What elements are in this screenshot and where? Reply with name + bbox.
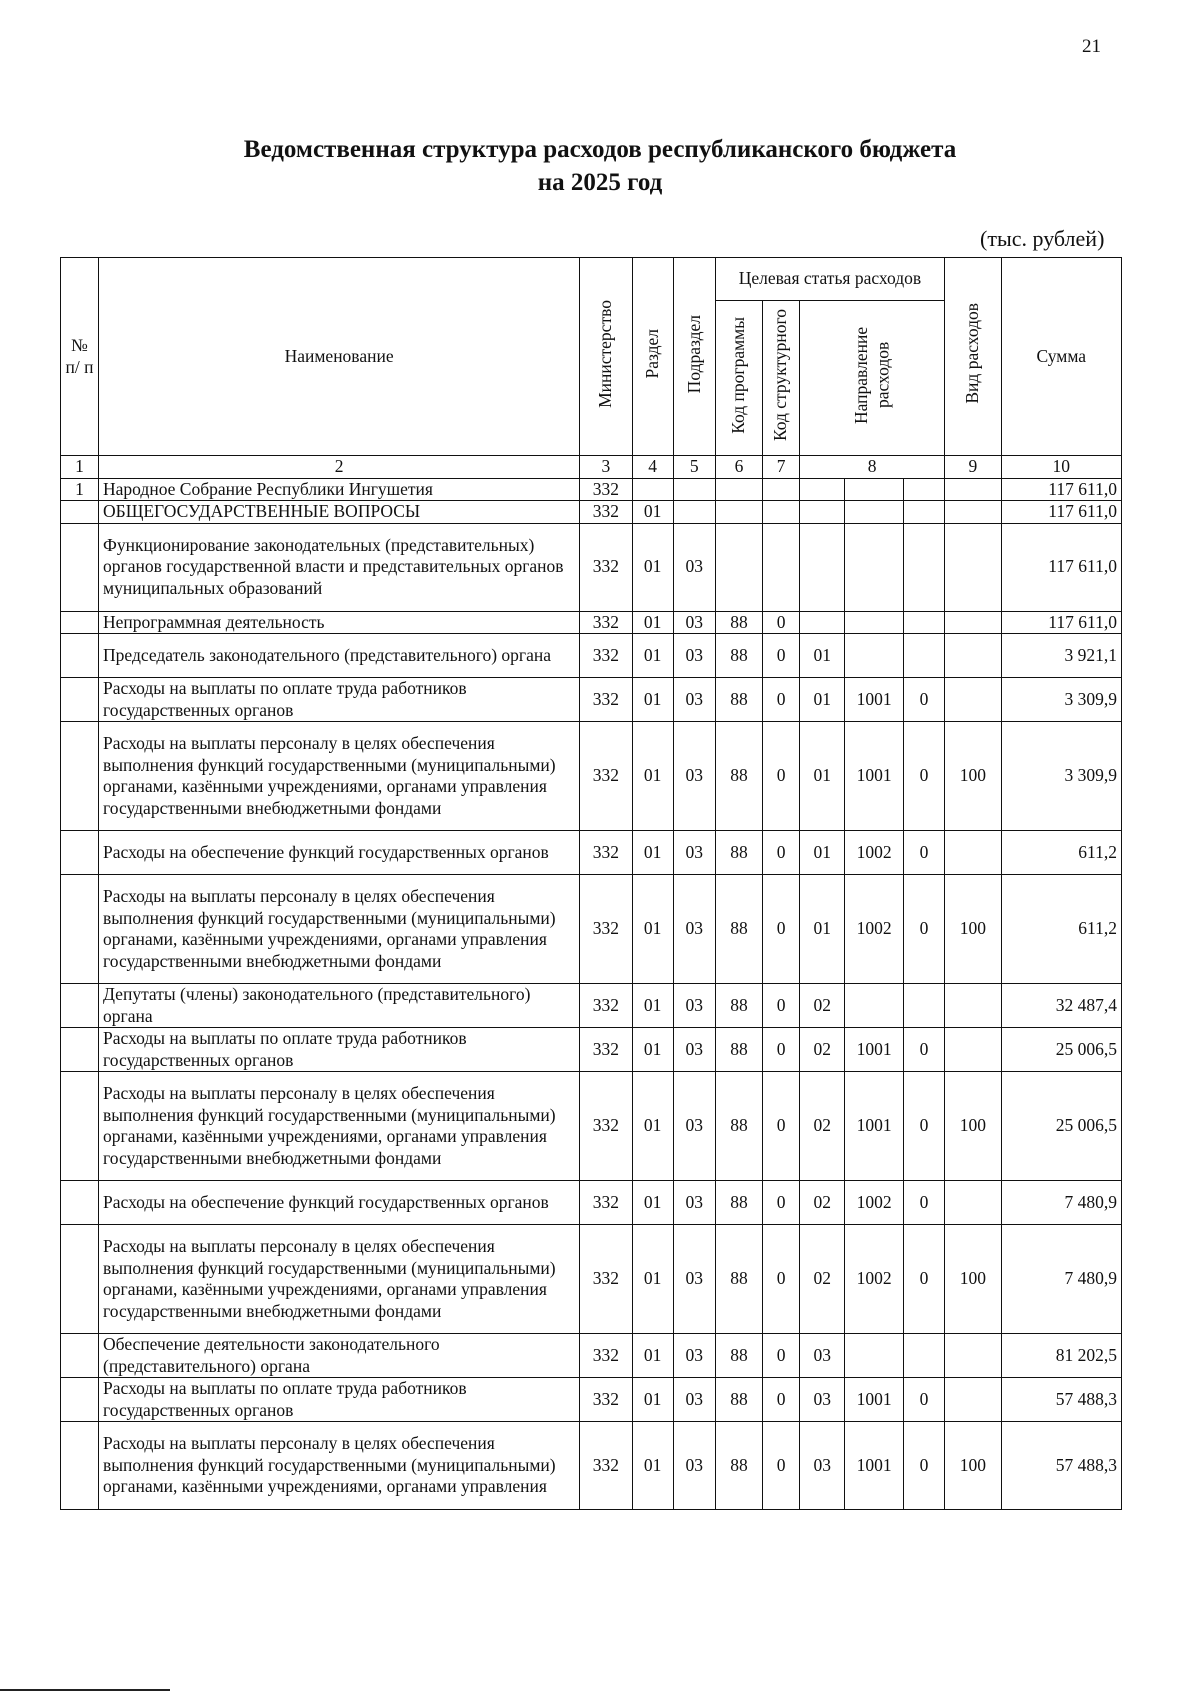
sum-value: 7 480,9 — [1001, 1181, 1121, 1225]
row-number — [61, 1334, 99, 1378]
sum-value: 3 309,9 — [1001, 678, 1121, 722]
direction-code-1: 02 — [800, 1072, 845, 1181]
section-code: 01 — [632, 1378, 673, 1422]
header-num: № п/ п — [61, 258, 99, 456]
section-code — [632, 478, 673, 501]
table-row — [61, 1225, 1122, 1334]
ministry-code: 332 — [580, 501, 632, 524]
direction-code-3 — [903, 984, 944, 1028]
direction-code-2 — [845, 1334, 904, 1378]
direction-code-3 — [903, 478, 944, 501]
ministry-code: 332 — [580, 984, 632, 1028]
header-structural-code: Код структурного — [763, 301, 800, 456]
header-program-code: Код программы — [715, 301, 762, 456]
expense-type-code — [945, 478, 1002, 501]
program-code — [715, 501, 762, 524]
table-row — [61, 678, 1122, 722]
row-number — [61, 1181, 99, 1225]
expense-type-code — [945, 611, 1002, 634]
row-name: Расходы на выплаты по оплате труда работников государственных органов — [99, 678, 580, 722]
row-number — [61, 984, 99, 1028]
direction-code-1 — [800, 523, 845, 611]
structural-code: 0 — [763, 1181, 800, 1225]
program-code: 88 — [715, 1378, 762, 1422]
table-row — [61, 634, 1122, 678]
sum-value: 32 487,4 — [1001, 984, 1121, 1028]
row-name: Обеспечение деятельности законодательного (представительного) органа — [99, 1334, 580, 1378]
subsection-code: 03 — [673, 523, 715, 611]
table-row — [61, 478, 1122, 501]
ministry-code: 332 — [580, 1422, 632, 1510]
row-number — [61, 1422, 99, 1510]
section-code: 01 — [632, 875, 673, 984]
ministry-code: 332 — [580, 611, 632, 634]
direction-code-3: 0 — [903, 1181, 944, 1225]
row-name: Расходы на выплаты персоналу в целях обеспечения выполнения функций государственными (муниципальными) органами, казёнными учреждениями, органами управления государственными внебюджетными фондами — [99, 1225, 580, 1334]
col-number: 5 — [673, 456, 715, 479]
subsection-code: 03 — [673, 611, 715, 634]
col-number: 3 — [580, 456, 632, 479]
row-name: Расходы на выплаты персоналу в целях обеспечения выполнения функций государственными (муниципальными) органами, казёнными учреждениями, органами управления государственными внебюджетными фондами — [99, 1072, 580, 1181]
row-number: 1 — [61, 478, 99, 501]
direction-code-1: 03 — [800, 1422, 845, 1510]
table-row — [61, 1422, 1122, 1510]
direction-code-2: 1001 — [845, 722, 904, 831]
expense-type-code — [945, 501, 1002, 524]
subsection-code: 03 — [673, 1378, 715, 1422]
section-code: 01 — [632, 1422, 673, 1510]
structural-code: 0 — [763, 634, 800, 678]
subsection-code: 03 — [673, 1072, 715, 1181]
table-row — [61, 1181, 1122, 1225]
sum-value: 81 202,5 — [1001, 1334, 1121, 1378]
program-code: 88 — [715, 1422, 762, 1510]
direction-code-3: 0 — [903, 875, 944, 984]
sum-value: 57 488,3 — [1001, 1378, 1121, 1422]
table-row — [61, 1072, 1122, 1181]
direction-code-1: 01 — [800, 875, 845, 984]
ministry-code: 332 — [580, 831, 632, 875]
sum-value: 611,2 — [1001, 831, 1121, 875]
direction-code-1 — [800, 478, 845, 501]
header-direction: Направление расходов — [800, 301, 945, 456]
row-name: Депутаты (члены) законодательного (представительного) органа — [99, 984, 580, 1028]
sum-value: 3 921,1 — [1001, 634, 1121, 678]
expense-type-code: 100 — [945, 1422, 1002, 1510]
direction-code-2: 1002 — [845, 1225, 904, 1334]
expense-type-code — [945, 1028, 1002, 1072]
subsection-code: 03 — [673, 678, 715, 722]
program-code: 88 — [715, 875, 762, 984]
direction-code-2: 1002 — [845, 1181, 904, 1225]
section-code: 01 — [632, 1072, 673, 1181]
ministry-code: 332 — [580, 1378, 632, 1422]
subsection-code: 03 — [673, 634, 715, 678]
direction-code-3 — [903, 634, 944, 678]
row-number — [61, 1225, 99, 1334]
program-code: 88 — [715, 984, 762, 1028]
program-code — [715, 478, 762, 501]
structural-code: 0 — [763, 984, 800, 1028]
direction-code-2: 1001 — [845, 678, 904, 722]
row-name: Народное Собрание Республики Ингушетия — [99, 478, 580, 501]
structural-code: 0 — [763, 611, 800, 634]
sum-value: 25 006,5 — [1001, 1028, 1121, 1072]
col-number: 6 — [715, 456, 762, 479]
program-code: 88 — [715, 1334, 762, 1378]
direction-code-1 — [800, 611, 845, 634]
direction-code-3 — [903, 523, 944, 611]
direction-code-1: 01 — [800, 722, 845, 831]
row-name: Расходы на выплаты персоналу в целях обеспечения выполнения функций государственными (муниципальными) органами, казёнными учреждениями, органами управления государственными внебюджетными фондами — [99, 875, 580, 984]
row-name: Расходы на выплаты по оплате труда работников государственных органов — [99, 1028, 580, 1072]
subsection-code: 03 — [673, 1028, 715, 1072]
direction-code-1: 01 — [800, 634, 845, 678]
direction-code-2 — [845, 984, 904, 1028]
row-number — [61, 1028, 99, 1072]
structural-code: 0 — [763, 1072, 800, 1181]
row-number — [61, 523, 99, 611]
structural-code — [763, 523, 800, 611]
row-name: Председатель законодательного (представительного) органа — [99, 634, 580, 678]
col-number: 1 — [61, 456, 99, 479]
row-number — [61, 501, 99, 524]
structural-code: 0 — [763, 1334, 800, 1378]
subsection-code: 03 — [673, 1422, 715, 1510]
section-code: 01 — [632, 634, 673, 678]
section-code: 01 — [632, 1028, 673, 1072]
section-code: 01 — [632, 501, 673, 524]
section-code: 01 — [632, 831, 673, 875]
section-code: 01 — [632, 1181, 673, 1225]
ministry-code: 332 — [580, 1181, 632, 1225]
header-sum: Сумма — [1001, 258, 1121, 456]
direction-code-2 — [845, 523, 904, 611]
sum-value: 3 309,9 — [1001, 722, 1121, 831]
ministry-code: 332 — [580, 875, 632, 984]
document-title — [0, 133, 1200, 199]
direction-code-2: 1001 — [845, 1378, 904, 1422]
section-code: 01 — [632, 1334, 673, 1378]
structural-code: 0 — [763, 1028, 800, 1072]
direction-code-2: 1001 — [845, 1422, 904, 1510]
table-row — [61, 1334, 1122, 1378]
section-code: 01 — [632, 984, 673, 1028]
sum-value: 7 480,9 — [1001, 1225, 1121, 1334]
row-number — [61, 634, 99, 678]
row-name: Расходы на обеспечение функций государственных органов — [99, 1181, 580, 1225]
row-number — [61, 831, 99, 875]
subsection-code: 03 — [673, 1225, 715, 1334]
col-number: 8 — [800, 456, 945, 479]
ministry-code: 332 — [580, 523, 632, 611]
header-expense-type: Вид расходов — [945, 258, 1002, 456]
direction-code-3: 0 — [903, 1378, 944, 1422]
row-number — [61, 678, 99, 722]
row-name: Функционирование законодательных (представительных) органов государственной власти и представительных органов муниципальных образований — [99, 523, 580, 611]
program-code: 88 — [715, 1028, 762, 1072]
program-code: 88 — [715, 678, 762, 722]
program-code: 88 — [715, 1181, 762, 1225]
section-code: 01 — [632, 722, 673, 831]
row-number — [61, 722, 99, 831]
ministry-code: 332 — [580, 1028, 632, 1072]
subsection-code: 03 — [673, 1181, 715, 1225]
header-ministry: Министерство — [580, 258, 632, 456]
row-number — [61, 875, 99, 984]
expense-type-code: 100 — [945, 1072, 1002, 1181]
table-row — [61, 1028, 1122, 1072]
direction-code-2: 1001 — [845, 1028, 904, 1072]
sum-value: 57 488,3 — [1001, 1422, 1121, 1510]
table-row — [61, 831, 1122, 875]
col-number: 4 — [632, 456, 673, 479]
ministry-code: 332 — [580, 722, 632, 831]
direction-code-2 — [845, 634, 904, 678]
direction-code-3 — [903, 501, 944, 524]
direction-code-2: 1001 — [845, 1072, 904, 1181]
direction-code-1: 02 — [800, 1028, 845, 1072]
subsection-code: 03 — [673, 875, 715, 984]
col-number: 2 — [99, 456, 580, 479]
row-name: Расходы на обеспечение функций государственных органов — [99, 831, 580, 875]
program-code — [715, 523, 762, 611]
row-number — [61, 1378, 99, 1422]
direction-code-3 — [903, 1334, 944, 1378]
structural-code: 0 — [763, 1378, 800, 1422]
col-number: 7 — [763, 456, 800, 479]
ministry-code: 332 — [580, 1334, 632, 1378]
header-target-article: Целевая статья расходов — [715, 258, 944, 301]
table-row — [61, 984, 1122, 1028]
table-header — [61, 258, 1122, 479]
page-edge-line — [0, 1689, 170, 1691]
program-code: 88 — [715, 831, 762, 875]
units-label: (тыс. рублей) — [980, 226, 1105, 251]
direction-code-2: 1002 — [845, 875, 904, 984]
section-code: 01 — [632, 1225, 673, 1334]
expense-type-code — [945, 831, 1002, 875]
section-code: 01 — [632, 678, 673, 722]
col-number: 10 — [1001, 456, 1121, 479]
sum-value: 611,2 — [1001, 875, 1121, 984]
expense-type-code — [945, 1378, 1002, 1422]
direction-code-1: 02 — [800, 1181, 845, 1225]
sum-value: 25 006,5 — [1001, 1072, 1121, 1181]
subsection-code: 03 — [673, 722, 715, 831]
title-line-1: Ведомственная структура расходов республиканского бюджета — [243, 136, 957, 163]
sum-value: 117 611,0 — [1001, 523, 1121, 611]
direction-code-2 — [845, 478, 904, 501]
structural-code: 0 — [763, 875, 800, 984]
structural-code — [763, 501, 800, 524]
row-name: Расходы на выплаты персоналу в целях обеспечения выполнения функций государственными (муниципальными) органами, казёнными учреждениями, органами управления государственными внебюджетными фондами — [99, 722, 580, 831]
structural-code: 0 — [763, 831, 800, 875]
page-number: 21 — [1082, 36, 1101, 57]
subsection-code: 03 — [673, 1334, 715, 1378]
direction-code-3: 0 — [903, 1422, 944, 1510]
expense-type-code — [945, 984, 1002, 1028]
table-row — [61, 523, 1122, 611]
table-row — [61, 611, 1122, 634]
row-name: ОБЩЕГОСУДАРСТВЕННЫЕ ВОПРОСЫ — [99, 501, 580, 524]
row-name: Непрограммная деятельность — [99, 611, 580, 634]
structural-code: 0 — [763, 678, 800, 722]
ministry-code: 332 — [580, 1072, 632, 1181]
title-line-2: на 2025 год — [537, 169, 663, 196]
table-row — [61, 722, 1122, 831]
expense-type-code — [945, 1181, 1002, 1225]
row-number — [61, 1072, 99, 1181]
program-code: 88 — [715, 722, 762, 831]
direction-code-3: 0 — [903, 1072, 944, 1181]
expense-type-code — [945, 678, 1002, 722]
structural-code: 0 — [763, 1225, 800, 1334]
ministry-code: 332 — [580, 478, 632, 501]
program-code: 88 — [715, 634, 762, 678]
col-number: 9 — [945, 456, 1002, 479]
subsection-code: 03 — [673, 831, 715, 875]
expense-type-code — [945, 634, 1002, 678]
direction-code-2 — [845, 611, 904, 634]
header-section: Раздел — [632, 258, 673, 456]
direction-code-1: 01 — [800, 831, 845, 875]
ministry-code: 332 — [580, 1225, 632, 1334]
column-numbers-row — [61, 456, 1122, 479]
direction-code-3: 0 — [903, 678, 944, 722]
direction-code-1: 02 — [800, 984, 845, 1028]
table-row — [61, 1378, 1122, 1422]
expense-type-code: 100 — [945, 722, 1002, 831]
table-row — [61, 875, 1122, 984]
direction-code-2: 1002 — [845, 831, 904, 875]
row-name: Расходы на выплаты персоналу в целях обеспечения выполнения функций государственными (муниципальными) органами, казёнными учреждениями, органами управления — [99, 1422, 580, 1510]
table-body — [61, 478, 1122, 1510]
sum-value: 117 611,0 — [1001, 478, 1121, 501]
ministry-code: 332 — [580, 634, 632, 678]
ministry-code: 332 — [580, 678, 632, 722]
direction-code-3: 0 — [903, 722, 944, 831]
section-code: 01 — [632, 523, 673, 611]
sum-value: 117 611,0 — [1001, 501, 1121, 524]
section-code: 01 — [632, 611, 673, 634]
program-code: 88 — [715, 611, 762, 634]
row-number — [61, 611, 99, 634]
direction-code-2 — [845, 501, 904, 524]
sum-value: 117 611,0 — [1001, 611, 1121, 634]
header-name: Наименование — [99, 258, 580, 456]
program-code: 88 — [715, 1072, 762, 1181]
direction-code-3 — [903, 611, 944, 634]
direction-code-1: 02 — [800, 1225, 845, 1334]
expense-type-code — [945, 523, 1002, 611]
direction-code-1: 01 — [800, 678, 845, 722]
direction-code-1 — [800, 501, 845, 524]
subsection-code — [673, 478, 715, 501]
header-subsection: Подраздел — [673, 258, 715, 456]
expense-type-code — [945, 1334, 1002, 1378]
budget-table — [60, 257, 1122, 1510]
direction-code-1: 03 — [800, 1334, 845, 1378]
subsection-code: 03 — [673, 984, 715, 1028]
direction-code-3: 0 — [903, 1225, 944, 1334]
structural-code — [763, 478, 800, 501]
table-row — [61, 501, 1122, 524]
subsection-code — [673, 501, 715, 524]
direction-code-3: 0 — [903, 831, 944, 875]
expense-type-code: 100 — [945, 1225, 1002, 1334]
direction-code-3: 0 — [903, 1028, 944, 1072]
direction-code-1: 03 — [800, 1378, 845, 1422]
structural-code: 0 — [763, 1422, 800, 1510]
structural-code: 0 — [763, 722, 800, 831]
program-code: 88 — [715, 1225, 762, 1334]
expense-type-code: 100 — [945, 875, 1002, 984]
row-name: Расходы на выплаты по оплате труда работников государственных органов — [99, 1378, 580, 1422]
